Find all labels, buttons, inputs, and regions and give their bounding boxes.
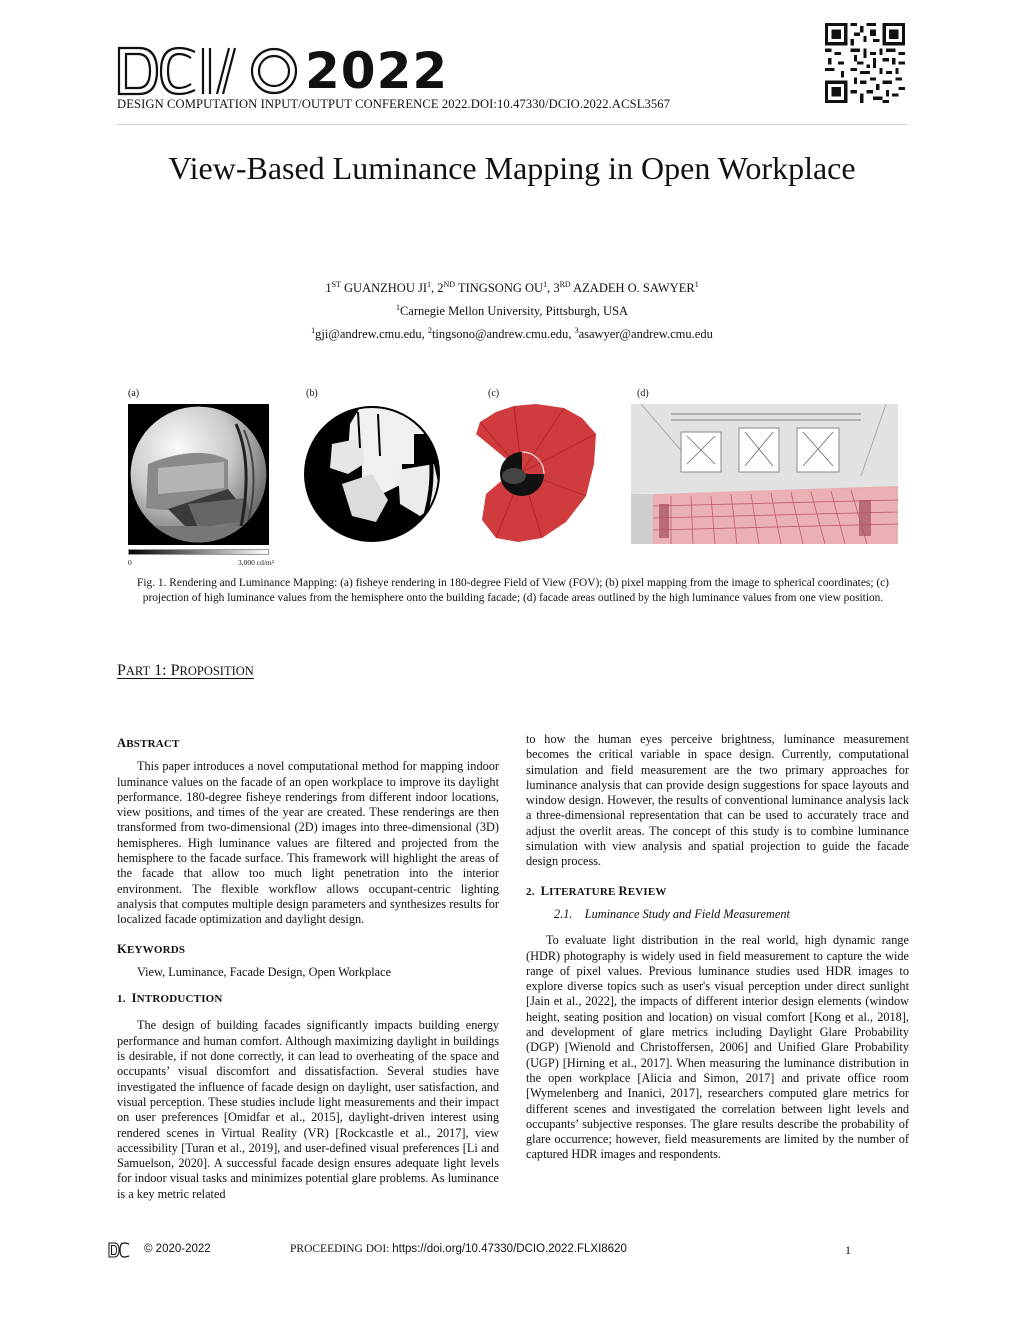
spherical-pixel-mapping-image [302,404,442,544]
author-affiliation: $^1$Carnegie Mellon University, Pittsburgh, USA [395,303,629,318]
footer-doi-link[interactable]: https://doi.org/10.47330/DCIO.2022.FLXI8620 [392,1243,627,1255]
figure-1-caption: Fig. 1. Rendering and Luminance Mapping: (a) fisheye rendering in 180-degree Field of View (FOV); (b) pixel mapping from the image to spherical coordinates; (c) projection of high luminance values from the hemisphere onto the building facade; (d) facade areas outlined by the high luminance values from one view position. [137,577,889,604]
logo-o-ring [249,44,299,98]
author-names: 1ST GUANZHOU $JI^1$, 2ND TINGSONG $OU^1$, 3RD AZADEH O. SAWYER$^1$ [325,280,699,295]
author-emails: $^1$gji@andrew.cmu.edu, $^2$tingsono@andrew.cmu.edu, $^3$asawyer@andrew.cmu.edu [311,326,713,341]
author-block [0,275,1024,344]
colorbar-min-label: 0 [128,558,132,567]
footer-copyright: © 2020-2022 [144,1243,211,1255]
email-2[interactable]: tingsono@andrew.cmu.edu [431,327,569,341]
page-number: 1 [845,1243,851,1257]
author-2: TINGSONG OU [457,281,544,295]
figure-label-b: (b) [306,388,318,399]
footer-dc-logo-icon [108,1242,130,1258]
author-3: AZADEH O. SAWYER [573,281,695,295]
conference-doi-line: DESIGN COMPUTATION INPUT/OUTPUT CONFERENCE 2022.DOI:10.47330/DCIO.2022.ACSL3567 [117,97,671,111]
figure-1 [0,388,1024,573]
email-3[interactable]: asawyer@andrew.cmu.edu [578,327,713,341]
keywords-heading: KEYWORDS [117,941,186,956]
header-divider [117,124,907,125]
luminance-projection-image [466,404,598,544]
keywords-text: View, Luminance, Facade Design, Open Workplace [137,964,392,979]
colorbar-max-label: 3,000 cd/m² [238,558,274,567]
literature-review-heading: 2. LITERATURE REVIEW [526,883,667,898]
abstract-text: This paper introduces a novel computational method for mapping indoor luminance values on the facade of an open workplace to improve its daylight performance. 180-degree fisheye renderings from different indoor locations, view positions, and times of the year are created. These renderings are then transformed from two-dimensional (2D) images into three-dimensional (3D) hemispheres. High luminance values are filtered and projected from the hemisphere to the facade surface. This framework will highlight the areas of the facade that allow too much light penetration into the interior environment. The flexible workflow allows occupant-centric lighting analysis that computes multiple design parameters and synthesizes results for localized facade optimization and daylight design. [117,759,499,927]
qr-code-icon[interactable] [825,23,905,103]
abstract-heading: ABSTRACT [117,736,180,750]
logo-year: 2022 [305,42,449,100]
part-heading: PART 1: PROPOSITION [117,662,254,679]
right-column [526,732,909,1163]
email-1[interactable]: gji@andrew.cmu.edu [315,327,422,341]
dcio-logo-mark [117,44,257,98]
facade-high-luminance-area-image [631,404,898,544]
figure-label-d: (d) [637,388,649,399]
luminance-colorbar [128,549,269,555]
literature-review-text: To evaluate light distribution in the real world, high dynamic range (HDR) photography is widely used in field measurement to capture the wide range of pixel values. Previous luminance studies used HDR images to explore diverse topics such as user's visual perception under direct sunlight [Jain et al., 2022], the impacts of different interior design elements (window height, seating position and location) on visual comfort [Kong et al., 2018], and development of glare metrics including Daylight Glare Probability (DGP) [Wienold and Christoffersen, 2006] and Unified Glare Probability (UGP) [Hirning et al., 2017]. When measuring the luminance distribution in the open workplace [Alicia and Simon, 2017] and private office room [Wymelenberg and Inanici, 2017], researchers computed glare metrics for different scenes and investigated the correlation between light levels and occupants’ subjective responses. The glare results describe the probability of glare occurrence; however, field measurements are limited by the number of captured HDR images and respondents. [526,933,909,1162]
left-column [117,736,499,1202]
paper-title: View-Based Luminance Mapping in Open Workplace [168,150,856,186]
introduction-heading: 1. INTRODUCTION [117,991,223,1006]
author-1: GUANZHOU JI [344,281,428,295]
conference-logo [117,44,448,98]
fisheye-rendering-image [128,404,269,545]
footer-proceeding-doi: PROCEEDING DOI: https://doi.org/10.47330/DCIO.2022.FLXI8620 [290,1243,627,1255]
figure-label-c: (c) [488,388,500,399]
introduction-continued-text: to how the human eyes perceive brightness, luminance measurement becomes the critical variable in space design. Currently, computational simulation and field measurement are the two primary approaches for luminance analysis that can provide design suggestions for space layouts and window design. However, the results of conventional luminance analysis lack a three-dimensional representation that can be used to accurately trace and adjust the overlit areas. The concept of this study is to combine luminance simulation with view analysis and spatial projection to guide the facade design process. [526,732,909,869]
figure-label-a: (a) [128,388,140,399]
subsection-2-1-heading: 2.1. Luminance Study and Field Measurement [554,906,790,921]
introduction-text: The design of building facades significantly impacts building energy performance and human comfort. Although maximizing daylight in buildings is desirable, if not done correctly, it can lead to overheating of the space and occupants’ visual discomfort and dissatisfaction. Several studies have investigated the influence of facade design on daylight, user satisfaction, and visual perception. These studies include light measurements and their impact on user preferences [Omidfar et al., 2015], daylight-driven interest using rendered scenes in Virtual Reality (VR) [Rockcastle et al., 2017], view accessibility [Turan et al., 2019], and user-defined visual preferences [Li and Samuelson, 2020]. A successful facade design ensures adequate light levels for indoor visual tasks and minimizes potential glare problems. As luminance is a key metric related [117,1018,499,1201]
